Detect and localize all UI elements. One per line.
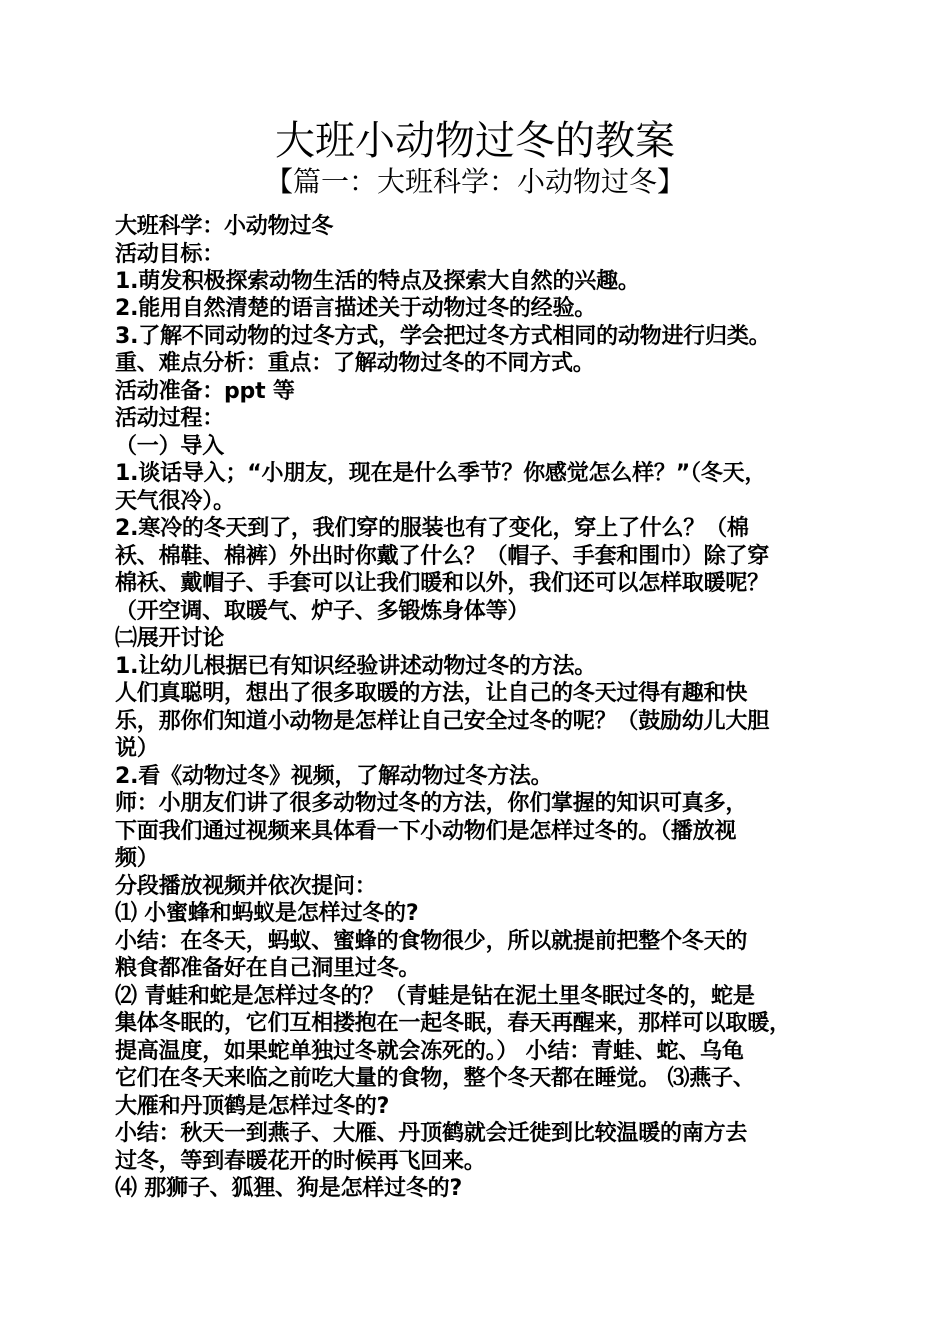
text-line: 2.寒冷的冬天到了，我们穿的服装也有了变化，穿上了什么？（棉 bbox=[115, 516, 749, 541]
text-line: 2.看《动物过冬》视频，了解动物过冬方法。 bbox=[115, 764, 553, 789]
document-title: 大班小动物过冬的教案 bbox=[275, 118, 675, 164]
document-subtitle: 【篇一：大班科学：小动物过冬】 bbox=[264, 165, 685, 198]
text-line: 大班科学：小动物过冬 bbox=[115, 214, 334, 239]
text-line: 活动目标： bbox=[115, 242, 225, 267]
text-line: 1.谈话导入；“小朋友，现在是什么季节？你感觉怎么样？”（冬天， bbox=[115, 461, 767, 486]
text-line: 集体冬眠的，它们互相搂抱在一起冬眠，春天再醒来，那样可以取暖， bbox=[115, 1011, 791, 1036]
text-line: 小结：秋天一到燕子、大雁、丹顶鹤就会迁徙到比较温暖的南方去 bbox=[115, 1121, 748, 1146]
text-line: （一）导入 bbox=[115, 434, 225, 459]
text-line: 说） bbox=[115, 736, 159, 761]
text-line: 棉袄、戴帽子、手套可以让我们暖和以外，我们还可以怎样取暖呢？ bbox=[115, 571, 770, 596]
text-line: 提高温度，如果蛇单独过冬就会冻死的。） 小结：青蛙、蛇、乌龟 bbox=[115, 1039, 744, 1064]
text-line: ⑷ 那狮子、狐狸、狗是怎样过冬的? bbox=[115, 1176, 463, 1201]
text-line: 小结：在冬天，蚂蚁、蜜蜂的食物很少，所以就提前把整个冬天的 bbox=[115, 929, 748, 954]
text-line: ㈡展开讨论 bbox=[115, 626, 225, 651]
text-line: ⑴ 小蜜蜂和蚂蚁是怎样过冬的? bbox=[115, 901, 419, 926]
text-line: 1.让幼儿根据已有知识经验讲述动物过冬的方法。 bbox=[115, 654, 597, 679]
text-line: 师：小朋友们讲了很多动物过冬的方法，你们掌握的知识可真多， bbox=[115, 791, 748, 816]
text-line: 人们真聪明，想出了很多取暖的方法，让自己的冬天过得有趣和快 bbox=[115, 681, 748, 706]
text-line: 过冬，等到春暖花开的时候再飞回来。 bbox=[115, 1149, 486, 1174]
text-line: 重、难点分析：重点：了解动物过冬的不同方式。 bbox=[115, 351, 595, 376]
text-line: 大雁和丹顶鹤是怎样过冬的? bbox=[115, 1094, 390, 1119]
text-line: 它们在冬天来临之前吃大量的食物，整个冬天都在睡觉。 ⑶燕子、 bbox=[115, 1066, 755, 1091]
text-line: ⑵ 青蛙和蛇是怎样过冬的？（青蛙是钻在泥土里冬眠过冬的，蛇是 bbox=[115, 984, 755, 1009]
text-line: 1.萌发积极探索动物生活的特点及探索大自然的兴趣。 bbox=[115, 269, 640, 294]
text-line: 频） bbox=[115, 846, 159, 871]
text-line: 活动准备：ppt 等 bbox=[115, 379, 295, 404]
text-line: 3.了解不同动物的过冬方式，学会把过冬方式相同的动物进行归类。 bbox=[115, 324, 771, 349]
text-line: 活动过程： bbox=[115, 406, 225, 431]
text-line: 2.能用自然清楚的语言描述关于动物过冬的经验。 bbox=[115, 296, 597, 321]
text-line: （开空调、取暖气、炉子、多锻炼身体等） bbox=[115, 599, 530, 624]
text-line: 乐，那你们知道小动物是怎样让自己安全过冬的呢？（鼓励幼儿大胆 bbox=[115, 709, 770, 734]
text-line: 下面我们通过视频来具体看一下小动物们是怎样过冬的。（播放视 bbox=[115, 819, 737, 844]
text-line: 袄、棉鞋、棉裤）外出时你戴了什么？（帽子、手套和围巾）除了穿 bbox=[115, 544, 770, 569]
text-line: 天气很冷）。 bbox=[115, 489, 235, 514]
text-line: 分段播放视频并依次提问： bbox=[115, 874, 377, 899]
text-line: 粮食都准备好在自己洞里过冬。 bbox=[115, 956, 421, 981]
